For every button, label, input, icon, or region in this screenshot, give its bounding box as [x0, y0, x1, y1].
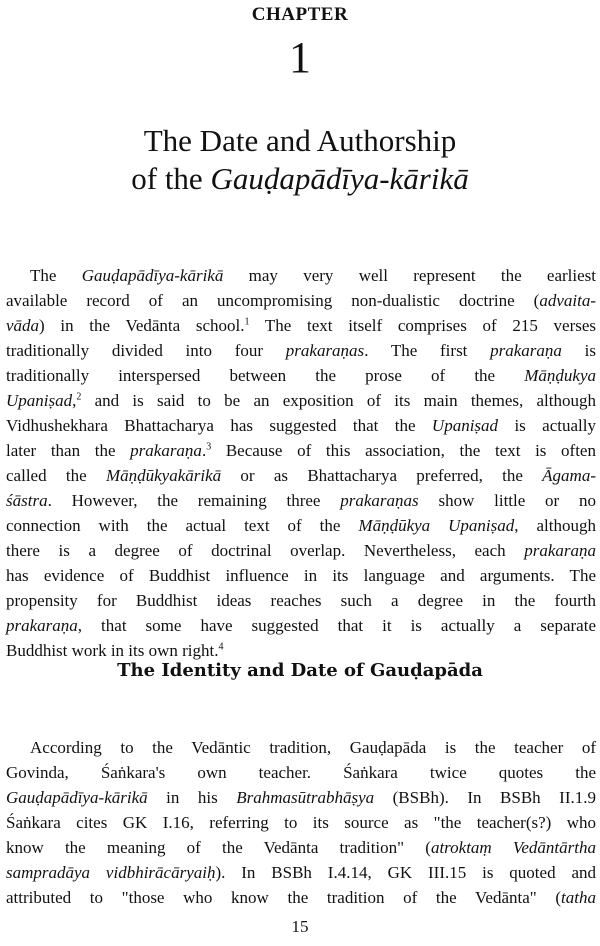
text-line: Upaniṣad,$^2$ and is said to be an exposition of its main themes, although — [6, 391, 596, 410]
footnote-ref: 3 — [206, 441, 212, 453]
text-line: later than the prakaraṇa.$^3$ Because of this association, the text is often — [6, 441, 596, 460]
section-heading: The Identity and Date of Gauḍapāda — [117, 660, 483, 681]
text-line: connection with the actual text of the Māṇḍūkya Upaniṣad, although — [6, 516, 597, 535]
text-line: there is a degree of doctrinal overlap. Nevertheless, each prakaraṇa — [6, 541, 596, 560]
title-line-2 — [0, 160, 600, 198]
text-line: Gauḍapādīya-kārikā in his Brahmasūtrabhāṣya (BSBh). In BSBh II.1.9 — [6, 788, 596, 807]
chapter-title — [0, 122, 600, 198]
footnote-ref: 4 — [218, 641, 224, 653]
title-line-1: The Date and Authorship — [143, 123, 457, 158]
text-line: traditionally divided into four prakaraṇas. The first prakaraṇa is — [6, 341, 596, 360]
text-line: attributed to "those who know the tradition of the Vedānta" (tatha — [6, 888, 596, 907]
text-line: vāda) in the Vedānta school.$^1$ The text itself comprises of 215 verses — [6, 316, 597, 335]
text-line: Govinda, Śaṅkara's own teacher. Śaṅkara twice quotes the — [6, 763, 596, 782]
paragraph-2 — [6, 735, 596, 910]
footnote-ref: 1 — [244, 316, 250, 328]
text-line: propensity for Buddhist ideas reaches such a degree in the fourth — [6, 591, 596, 610]
text-line: Vidhushekhara Bhattacharya has suggested that the Upaniṣad is actually — [6, 416, 596, 435]
text-line: available record of an uncompromising non-dualistic doctrine (advaita- — [6, 291, 596, 310]
footnote-ref: 2 — [76, 391, 82, 403]
text-line: called the Māṇḍūkyakārikā or as Bhattacharya preferred, the Āgama- — [6, 466, 596, 485]
text-line: Śaṅkara cites GK I.16, referring to its source as "the teacher(s?) who — [6, 813, 596, 832]
text-line: has evidence of Buddhist influence in its language and arguments. The — [6, 566, 596, 585]
text-line: The Gauḍapādīya-kārikā may very well represent the earliest — [30, 266, 596, 285]
text-line: know the meaning of the Vedānta tradition" (atroktaṃ Vedāntārtha — [6, 838, 596, 857]
text-line: śāstra. However, the remaining three prakaraṇas show little or no — [6, 491, 596, 510]
text-line: traditionally interspersed between the prose of the Māṇḍukya — [6, 366, 596, 385]
chapter-label: CHAPTER — [251, 4, 349, 25]
paragraph-1 — [6, 263, 596, 663]
page-number: 15 — [291, 917, 309, 936]
title-line-2-italic: Gauḍapādīya-kārikā — [210, 161, 469, 196]
text-line: sampradāya vidbhirācāryaiḥ). In BSBh I.4.14, GK III.15 is quoted and — [6, 863, 596, 882]
chapter-number: 1 — [289, 33, 311, 82]
text-line: Buddhist work in its own right.$^4$ — [6, 641, 224, 660]
title-line-2-prefix: of the — [131, 161, 211, 196]
text-line: prakaraṇa, that some have suggested that it is actually a separate — [6, 616, 596, 635]
text-line: According to the Vedāntic tradition, Gauḍapāda is the teacher of — [30, 738, 596, 757]
